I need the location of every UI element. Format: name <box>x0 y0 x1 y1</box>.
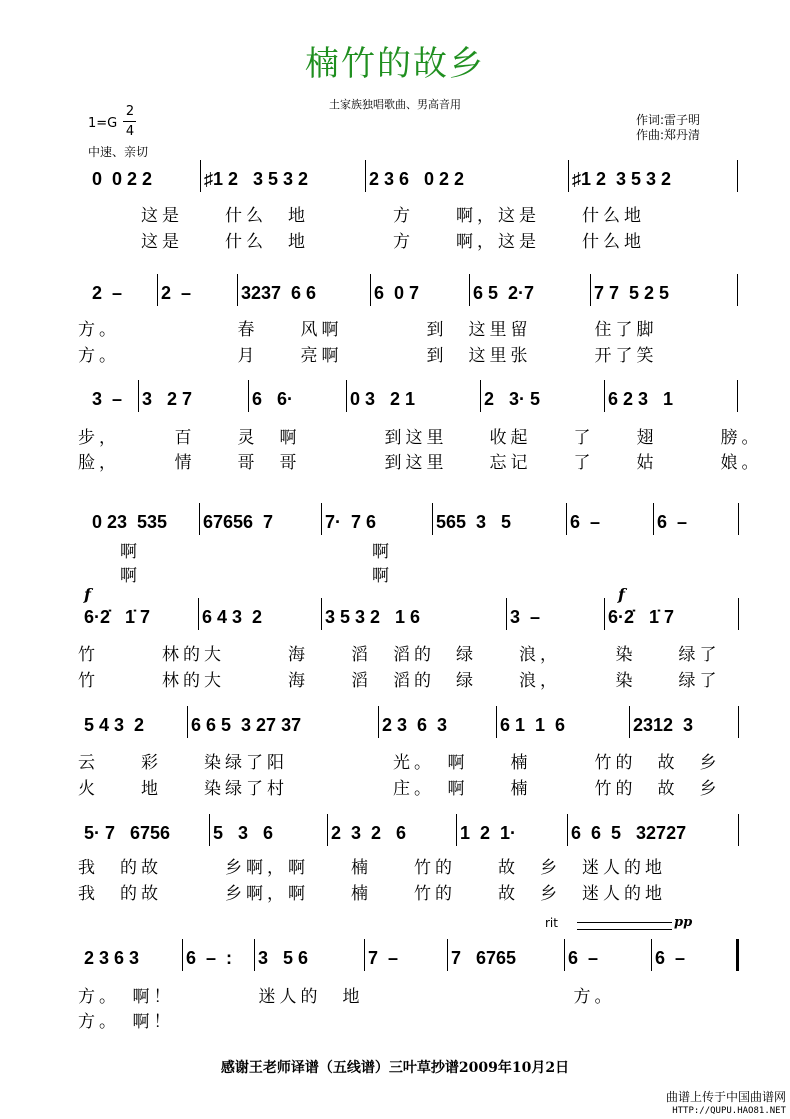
lyric-line: 云 彩 染绿了阳 光。 啊 楠 竹的 故 乡 <box>78 753 721 773</box>
measure: 6 5 2·7 <box>473 283 535 303</box>
lyric-line: 步， 百 灵 啊 到这里 收起 了 翅 膀。 <box>78 428 763 448</box>
lyric-line: 我 的故 乡啊，啊 楠 竹的 故 乡 迷人的地 <box>78 884 666 904</box>
measure: 2 3· 5 <box>484 389 541 409</box>
measure: 7 6765 <box>451 948 517 968</box>
barline <box>566 503 567 535</box>
measure: 3 5 3 2 1 6 <box>325 607 421 627</box>
barline <box>469 274 470 306</box>
measure: 2 – <box>161 283 192 303</box>
notation-row <box>0 386 790 416</box>
measure: 3 – <box>92 389 123 409</box>
measure: 5 4 3 2 <box>84 715 145 735</box>
measure: 6·2̇ 1̇ 7 <box>608 607 675 627</box>
barline <box>138 380 139 412</box>
barline <box>198 598 199 630</box>
barline <box>568 160 569 192</box>
measure: 6 – : <box>186 948 233 968</box>
barline <box>653 503 654 535</box>
measure: 0 3 2 1 <box>350 389 416 409</box>
measure: 6 6 5 3 27 37 <box>191 715 302 735</box>
barline <box>480 380 481 412</box>
barline <box>447 939 448 971</box>
measure: 6 0 7 <box>374 283 420 303</box>
measure: 6 – <box>568 948 599 968</box>
barline <box>629 706 630 738</box>
barline <box>200 160 201 192</box>
barline <box>564 939 565 971</box>
measure: 3237 6 6 <box>241 283 317 303</box>
measure: 565 3 5 <box>436 512 512 532</box>
measure: 0 23 535 <box>92 512 168 532</box>
measure: 6 4 3 2 <box>202 607 263 627</box>
notation-row <box>0 820 790 850</box>
measure: 5· 7 6756 <box>84 823 171 843</box>
measure: 3 5 6 <box>258 948 309 968</box>
song-subtitle: 土家族独唱歌曲、男高音用 <box>329 98 461 111</box>
lyric-line: 脸， 情 哥 哥 到这里 忘记 了 姑 娘。 <box>78 453 763 473</box>
measure: 7 7 5 2 5 <box>594 283 670 303</box>
measure: 6·2̇ 1̇ 7 <box>84 607 151 627</box>
decrescendo-line <box>577 922 672 923</box>
notation-row <box>0 509 790 539</box>
song-title: 楠竹的故乡 <box>305 44 485 84</box>
lyric-line: 竹 林的大 海 滔 滔的 绿 浪， 染 绿了 <box>78 671 721 691</box>
notation-row <box>0 712 790 742</box>
forte-marking: f <box>618 585 625 604</box>
measure: 67656 7 <box>203 512 274 532</box>
time-signature-line <box>123 121 136 122</box>
time-signature-bottom: 4 <box>125 124 135 139</box>
barline <box>321 503 322 535</box>
barline <box>254 939 255 971</box>
measure: 2 3 6 0 2 2 <box>369 169 465 189</box>
measure: 3 2 7 <box>142 389 193 409</box>
measure: 6 2 3 1 <box>608 389 674 409</box>
barline <box>738 598 739 630</box>
measure: 0 0 2 2 <box>92 169 153 189</box>
barline <box>248 380 249 412</box>
barline <box>378 706 379 738</box>
barline <box>364 939 365 971</box>
measure: 1 2 1· <box>460 823 517 843</box>
measure: 7 – <box>368 948 399 968</box>
credits <box>636 113 700 143</box>
ritardando-marking: rit <box>545 916 558 930</box>
measure: 6 6 5 32727 <box>571 823 687 843</box>
barline <box>199 503 200 535</box>
barline <box>738 503 739 535</box>
barline <box>590 274 591 306</box>
measure: 2 3 6 3 <box>84 948 140 968</box>
measure: 2312 3 <box>633 715 694 735</box>
lyric-line: 这是 什么 地 方 啊，这是 什么地 <box>78 232 645 252</box>
measure: 6 – <box>570 512 601 532</box>
measure: 2 3 2 6 <box>331 823 407 843</box>
barline <box>738 706 739 738</box>
lyric-line: 这是 什么 地 方 啊，这是 什么地 <box>78 206 645 226</box>
barline <box>187 706 188 738</box>
barline <box>346 380 347 412</box>
barline <box>432 503 433 535</box>
barline <box>604 380 605 412</box>
watermark-url: HTTP://QUPU.HAO81.NET <box>672 1106 786 1116</box>
measure: 6 6· <box>252 389 294 409</box>
barline <box>321 598 322 630</box>
barline <box>237 274 238 306</box>
barline <box>182 939 183 971</box>
barline <box>327 814 328 846</box>
lyric-line: 我 的故 乡啊，啊 楠 竹的 故 乡 迷人的地 <box>78 858 666 878</box>
barline <box>604 598 605 630</box>
barline <box>496 706 497 738</box>
barline <box>567 814 568 846</box>
barline <box>157 274 158 306</box>
measure: 6 – <box>657 512 688 532</box>
barline <box>737 380 738 412</box>
barline <box>506 598 507 630</box>
barline <box>738 814 739 846</box>
watermark-site-name: 曲谱上传于中国曲谱网 <box>665 1090 786 1104</box>
lyric-line: 方。 月 亮啊 到 这里张 开了笑 <box>78 346 658 366</box>
pianissimo-marking: pp <box>674 915 693 930</box>
barline <box>651 939 652 971</box>
measure: 7· 7 6 <box>325 512 377 532</box>
notation-row <box>0 166 790 196</box>
lyric-line: 啊 啊 <box>78 566 393 586</box>
notation-row <box>0 604 790 634</box>
measure: 5 3 6 <box>213 823 274 843</box>
notation-row <box>0 945 790 975</box>
barline <box>365 160 366 192</box>
measure: 6 1 1 6 <box>500 715 566 735</box>
time-signature-top: 2 <box>125 104 135 119</box>
measure: 2 – <box>92 283 123 303</box>
lyric-line: 方。 啊！ 迷人的 地 方。 <box>78 987 616 1007</box>
tempo-marking: 中速、亲切 <box>88 145 149 159</box>
measure: 3 – <box>510 607 541 627</box>
barline <box>370 274 371 306</box>
lyricist: 作词:雷子明 <box>636 113 701 127</box>
barline <box>737 274 738 306</box>
measure: 2 3 6 3 <box>382 715 448 735</box>
composer: 作曲:郑丹清 <box>636 128 701 142</box>
lyric-line: 方。 春 风啊 到 这里留 住了脚 <box>78 320 658 340</box>
barline <box>736 939 739 971</box>
forte-marking: f <box>84 585 91 604</box>
barline <box>456 814 457 846</box>
transcription-credit: 感谢王老师译谱（五线谱）三叶草抄谱2009年10月2日 <box>220 1060 570 1076</box>
measure: 6 – <box>655 948 686 968</box>
barline <box>209 814 210 846</box>
measure: ♯1 2 3 5 3 2 <box>572 169 672 189</box>
lyric-line: 啊 啊 <box>78 542 393 562</box>
notation-row <box>0 280 790 310</box>
key-signature: 1=G <box>88 116 118 131</box>
lyric-line: 火 地 染绿了村 庄。 啊 楠 竹的 故 乡 <box>78 779 721 799</box>
measure: ♯1 2 3 5 3 2 <box>204 169 309 189</box>
lyric-line: 方。 啊！ <box>78 1012 175 1032</box>
barline <box>737 160 738 192</box>
decrescendo-line <box>577 929 672 930</box>
lyric-line: 竹 林的大 海 滔 滔的 绿 浪， 染 绿了 <box>78 645 721 665</box>
